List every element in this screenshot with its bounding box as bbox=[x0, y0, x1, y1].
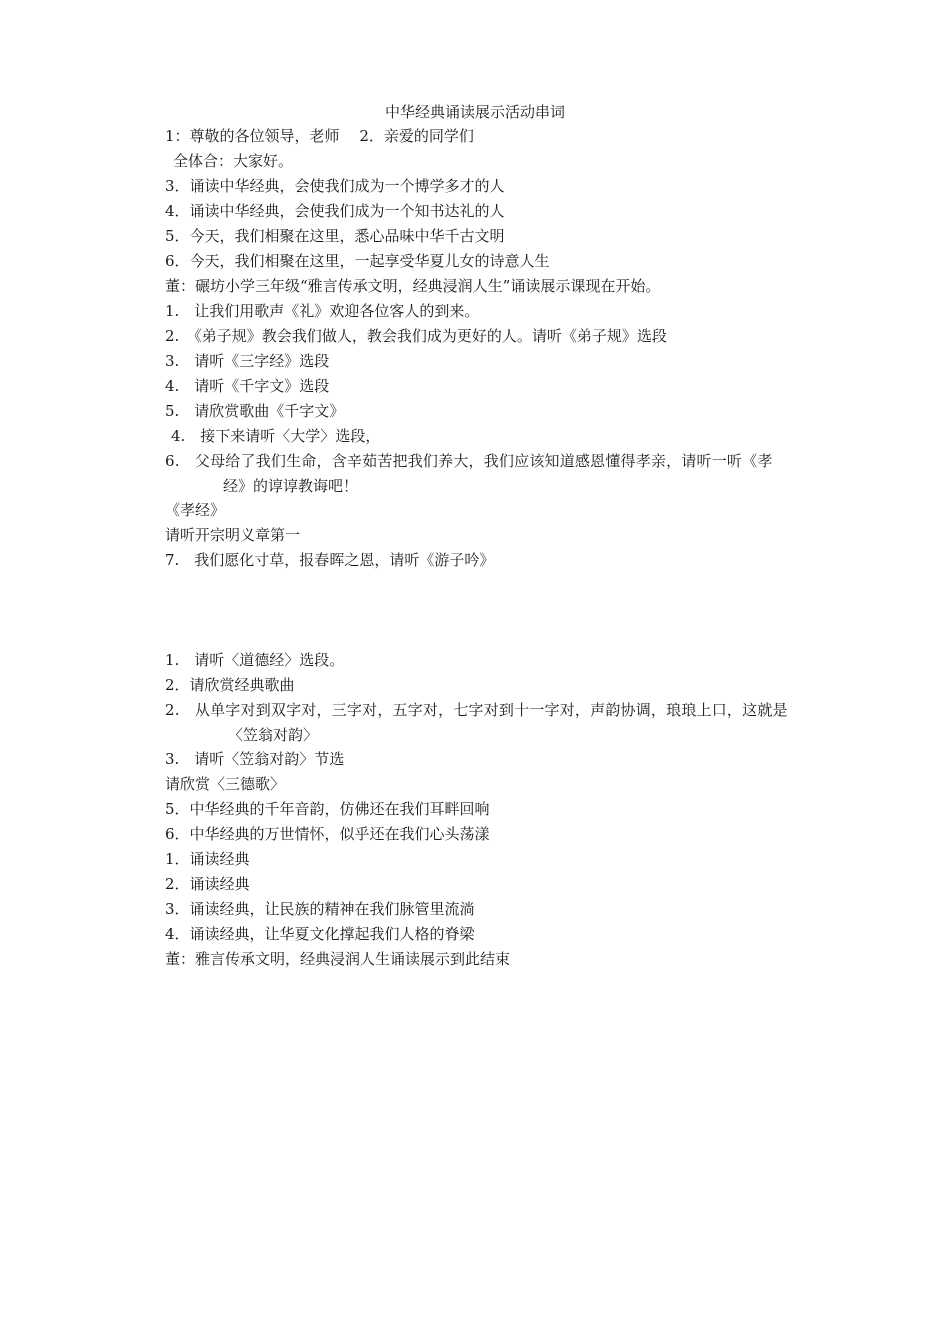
script-line: 7. 我们愿化寸草，报春晖之恩，请听《游子吟》 bbox=[165, 551, 495, 569]
script-line: 全体合：大家好。 bbox=[173, 152, 294, 170]
script-line: 6. 父母给了我们生命，含辛茹苦把我们养大，我们应该知道感恩懂得孝亲，请听一听《孝 bbox=[165, 452, 773, 470]
script-line-continued: 经》的谆谆教诲吧！ bbox=[223, 477, 359, 495]
script-line: 董：碾坊小学三年级“雅言传承文明，经典浸润人生”诵读展示课现在开始。 bbox=[165, 277, 661, 295]
script-line: 3．诵读中华经典，会使我们成为一个博学多才的人 bbox=[165, 177, 505, 195]
script-line: 1．诵读经典 bbox=[165, 850, 250, 868]
script-line: 1. 让我们用歌声《礼》欢迎各位客人的到来。 bbox=[165, 302, 480, 320]
script-line: 4. 接下来请听〈大学〉选段， bbox=[171, 427, 381, 445]
script-line: 1：尊敬的各位领导，老师 2．亲爱的同学们 bbox=[165, 127, 474, 145]
script-line: 6．中华经典的万世情怀，似乎还在我们心头荡漾 bbox=[165, 825, 490, 843]
script-line: 6．今天，我们相聚在这里，一起享受华夏儿女的诗意人生 bbox=[165, 252, 550, 270]
script-paragraph bbox=[165, 698, 825, 747]
script-line: 4. 请听《千字文》选段 bbox=[165, 377, 330, 395]
script-line: 2．请欣赏经典歌曲 bbox=[165, 676, 295, 694]
script-line: 2. 《弟子规》教会我们做人，教会我们成为更好的人。请听《弟子规》选段 bbox=[165, 327, 667, 345]
script-line: 请欣赏〈三德歌〉 bbox=[165, 775, 286, 793]
script-line: 请听开宗明义章第一 bbox=[165, 526, 301, 544]
script-line: 4．诵读中华经典，会使我们成为一个知书达礼的人 bbox=[165, 202, 505, 220]
document-title: 中华经典诵读展示活动串词 bbox=[384, 103, 565, 121]
script-line: 《孝经》 bbox=[165, 501, 226, 519]
script-line-continued: 〈笠翁对韵〉 bbox=[228, 726, 319, 744]
script-line: 1. 请听〈道德经〉选段。 bbox=[165, 651, 345, 669]
script-line: 5. 请欣赏歌曲《千字文》 bbox=[165, 402, 345, 420]
script-line: 2. 从单字对到双字对，三字对，五字对，七字对到十一字对，声韵协调，琅琅上口，这就是 bbox=[165, 701, 788, 719]
script-line: 2．诵读经典 bbox=[165, 875, 250, 893]
script-line: 5．今天，我们相聚在这里，悉心品味中华千古文明 bbox=[165, 227, 505, 245]
script-line: 3. 请听〈笠翁对韵〉节选 bbox=[165, 750, 345, 768]
script-line: 4．诵读经典，让华夏文化撑起我们人格的脊梁 bbox=[165, 925, 475, 943]
script-line: 董：雅言传承文明，经典浸润人生诵读展示到此结束 bbox=[165, 950, 511, 968]
script-line: 5．中华经典的千年音韵，仿佛还在我们耳畔回响 bbox=[165, 800, 490, 818]
script-line: 3. 请听《三字经》选段 bbox=[165, 352, 330, 370]
script-section-closing bbox=[165, 648, 825, 972]
script-line: 3．诵读经典，让民族的精神在我们脉管里流淌 bbox=[165, 900, 475, 918]
script-section-opening bbox=[165, 124, 825, 573]
script-paragraph bbox=[165, 449, 825, 498]
